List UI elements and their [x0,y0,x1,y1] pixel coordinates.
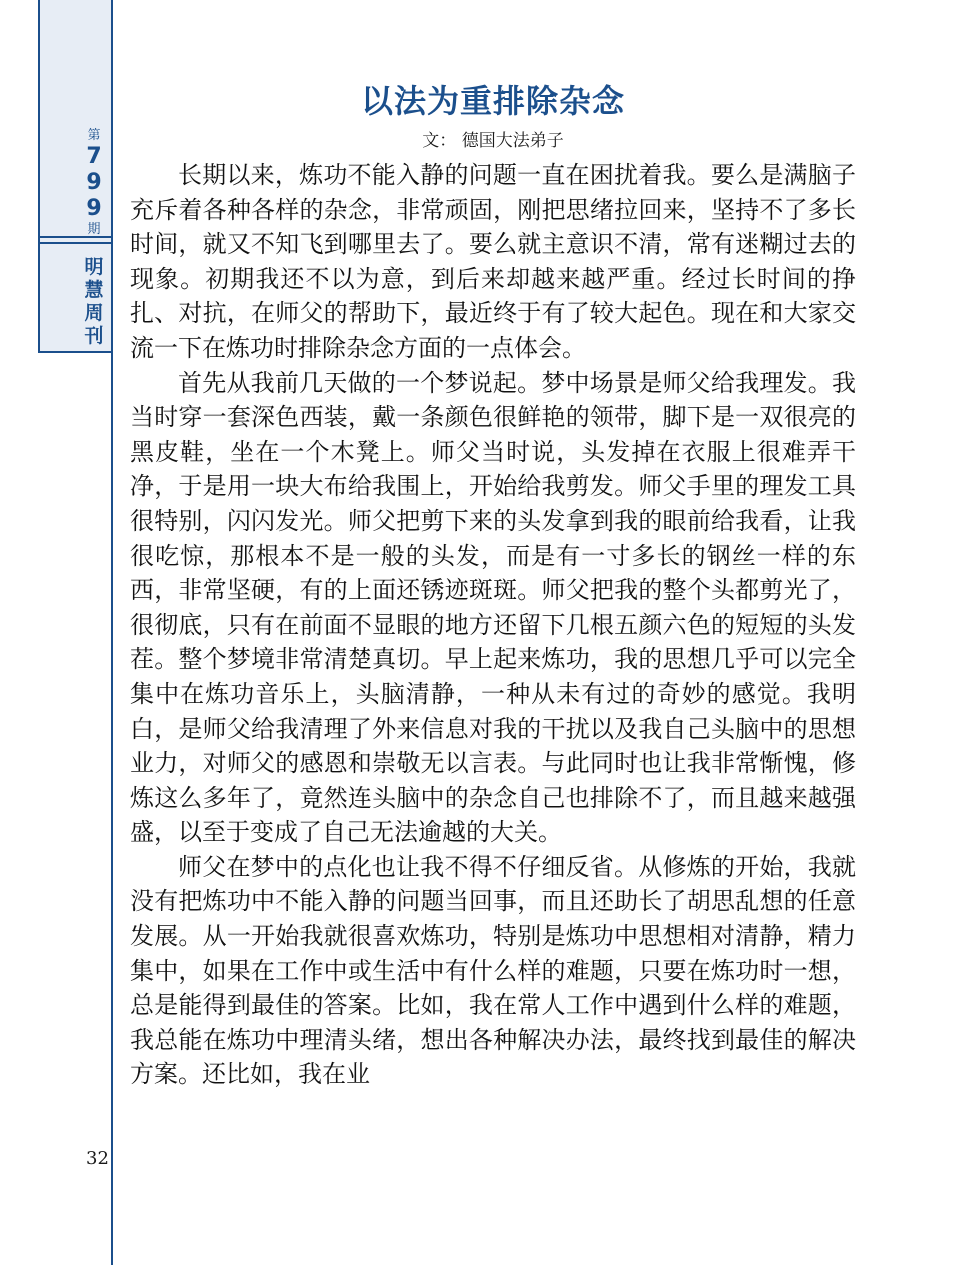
issue-suffix: 期 [87,222,101,237]
sidebar-divider-bottom [38,242,112,244]
article [130,76,856,1092]
paragraph: 师父在梦中的点化也让我不得不仔细反省。从修炼的开始，我就没有把炼功中不能入静的问题当回事，而且还助长了胡思乱想的任意发展。从一开始我就很喜欢炼功，特别是炼功中思想相对清静，精力集中，如果在工作中或生活中有什么样的难题，只要在炼功时一想，总是能得到最佳的答案。比如，我在常人工作中遇到什么样的难题，我总能在炼功中理清头绪，想出各种解决办法，最终找到最佳的解决方案。还比如，我在业 [130,852,856,1089]
page-number: 32 [86,1148,109,1169]
issue-label [76,128,112,238]
article-title: 以法为重排除杂念 [360,82,625,120]
paragraph: 首先从我前几天做的一个梦说起。梦中场景是师父给我理发。我当时穿一套深色西装，戴一条颜色很鲜艳的领带，脚下是一双很亮的黑皮鞋，坐在一个木凳上。师父当时说，头发掉在衣服上很难弄干净，于是用一块大布给我围上，开始给我剪发。师父手里的理发工具很特别，闪闪发光。师父把剪下来的头发拿到我的眼前给我看，让我很吃惊，那根本不是一般的头发，而是有一寸多长的钢丝一样的东西，非常坚硬，有的上面还锈迹斑斑。师父把我的整个头都剪光了，很彻底，只有在前面不显眼的地方还留下几根五颜六色的短短的头发茬。整个梦境非常清楚真切。早上起来炼功，我的思想几乎可以完全集中在炼功音乐上，头脑清静，一种从未有过的奇妙的感觉。我明白，是师父给我清理了外来信息对我的干扰以及我自己头脑中的思想业力，对师父的感恩和崇敬无以言表。与此同时也让我非常惭愧，修炼这么多年了，竟然连头脑中的杂念自己也排除不了，而且越来越强盛，以至于变成了自己无法逾越的大关。 [130,368,856,847]
article-byline: 文： 德国大法弟子 [422,131,564,151]
issue-prefix: 第 [87,128,101,143]
paragraph: 长期以来，炼功不能入静的问题一直在困扰着我。要么是满脑子充斥着各种各样的杂念，非常顽固，刚把思绪拉回来，坚持不了多长时间，就又不知飞到哪里去了。要么就主意识不清，常有迷糊过去的现象。初期我还不以为意，到后来却越来越严重。经过长时间的挣扎、对抗，在师父的帮助下，最近终于有了较大起色。现在和大家交流一下在炼功时排除杂念方面的一点体会。 [130,161,856,362]
magazine-name: 明慧周刊 [84,256,104,347]
issue-number: 799 [86,144,102,221]
